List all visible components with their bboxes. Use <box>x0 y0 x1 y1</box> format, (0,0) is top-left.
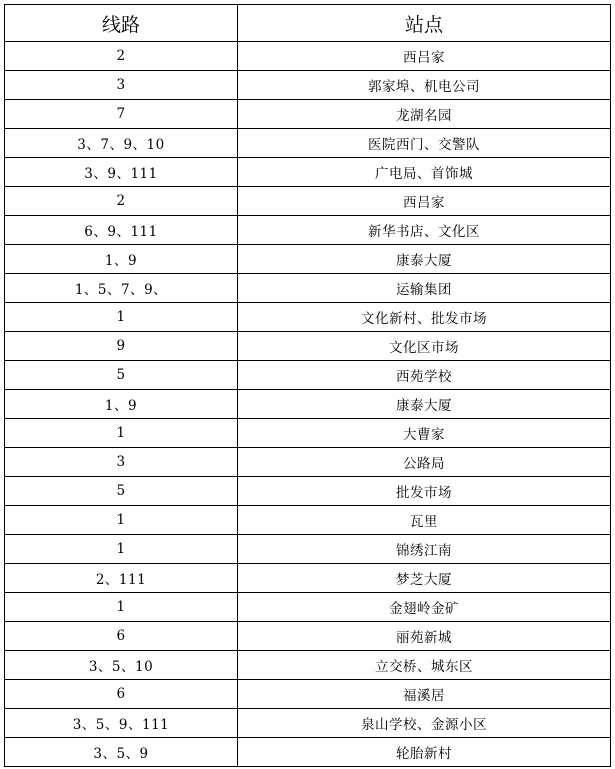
route-cell: 3、5、9 <box>5 738 238 767</box>
table-row <box>5 129 611 158</box>
route-cell: 1、5、7、9、 <box>5 274 238 303</box>
station-cell: 广电局、首饰城 <box>238 158 611 187</box>
table-row <box>5 303 611 332</box>
station-cell: 批发市场 <box>238 477 611 506</box>
station-cell: 医院西门、交警队 <box>238 129 611 158</box>
route-cell: 1 <box>5 303 238 332</box>
table-row <box>5 216 611 245</box>
table-row <box>5 622 611 651</box>
route-cell: 2、111 <box>5 564 238 593</box>
route-cell: 3、7、9、10 <box>5 129 238 158</box>
station-cell: 瓦里 <box>238 506 611 535</box>
station-cell: 泉山学校、金源小区 <box>238 709 611 738</box>
header-station: 站点 <box>238 5 611 42</box>
table-row <box>5 477 611 506</box>
table-body <box>5 42 611 767</box>
route-cell: 3 <box>5 71 238 100</box>
table-row <box>5 158 611 187</box>
station-cell: 新华书店、文化区 <box>238 216 611 245</box>
table-row <box>5 506 611 535</box>
route-cell: 3、5、10 <box>5 651 238 680</box>
station-cell: 文化区市场 <box>238 332 611 361</box>
station-cell: 金翅岭金矿 <box>238 593 611 622</box>
route-cell: 6、9、111 <box>5 216 238 245</box>
table-row <box>5 332 611 361</box>
station-cell: 运输集团 <box>238 274 611 303</box>
route-cell: 9 <box>5 332 238 361</box>
route-cell: 2 <box>5 187 238 216</box>
table-row <box>5 274 611 303</box>
table-header-row <box>5 5 611 42</box>
route-cell: 1、9 <box>5 390 238 419</box>
route-cell: 2 <box>5 42 238 71</box>
table-row <box>5 564 611 593</box>
table-row <box>5 651 611 680</box>
station-cell: 大曹家 <box>238 419 611 448</box>
station-cell: 锦绣江南 <box>238 535 611 564</box>
route-cell: 1、9 <box>5 245 238 274</box>
station-cell: 文化新村、批发市场 <box>238 303 611 332</box>
table-row <box>5 680 611 709</box>
route-cell: 3、5、9、111 <box>5 709 238 738</box>
route-cell: 5 <box>5 477 238 506</box>
route-cell: 3 <box>5 448 238 477</box>
route-cell: 6 <box>5 680 238 709</box>
table-row <box>5 390 611 419</box>
station-cell: 公路局 <box>238 448 611 477</box>
route-cell: 1 <box>5 593 238 622</box>
table-row <box>5 448 611 477</box>
station-cell: 福溪居 <box>238 680 611 709</box>
table-row <box>5 42 611 71</box>
table-row <box>5 535 611 564</box>
station-cell: 梦芝大厦 <box>238 564 611 593</box>
station-cell: 丽苑新城 <box>238 622 611 651</box>
station-cell: 康泰大厦 <box>238 245 611 274</box>
bus-route-table <box>4 4 611 767</box>
station-cell: 西吕家 <box>238 187 611 216</box>
station-cell: 郭家埠、机电公司 <box>238 71 611 100</box>
route-cell: 5 <box>5 361 238 390</box>
route-cell: 7 <box>5 100 238 129</box>
table-row <box>5 593 611 622</box>
table-row <box>5 71 611 100</box>
header-route: 线路 <box>5 5 238 42</box>
table-row <box>5 419 611 448</box>
station-cell: 立交桥、城东区 <box>238 651 611 680</box>
route-cell: 1 <box>5 535 238 564</box>
table-row <box>5 100 611 129</box>
table-row <box>5 245 611 274</box>
table-row <box>5 187 611 216</box>
route-cell: 6 <box>5 622 238 651</box>
station-cell: 龙湖名园 <box>238 100 611 129</box>
table-row <box>5 709 611 738</box>
station-cell: 轮胎新村 <box>238 738 611 767</box>
route-cell: 1 <box>5 419 238 448</box>
station-cell: 西吕家 <box>238 42 611 71</box>
table-row <box>5 361 611 390</box>
station-cell: 西苑学校 <box>238 361 611 390</box>
station-cell: 康泰大厦 <box>238 390 611 419</box>
route-cell: 1 <box>5 506 238 535</box>
table-row <box>5 738 611 767</box>
route-cell: 3、9、111 <box>5 158 238 187</box>
